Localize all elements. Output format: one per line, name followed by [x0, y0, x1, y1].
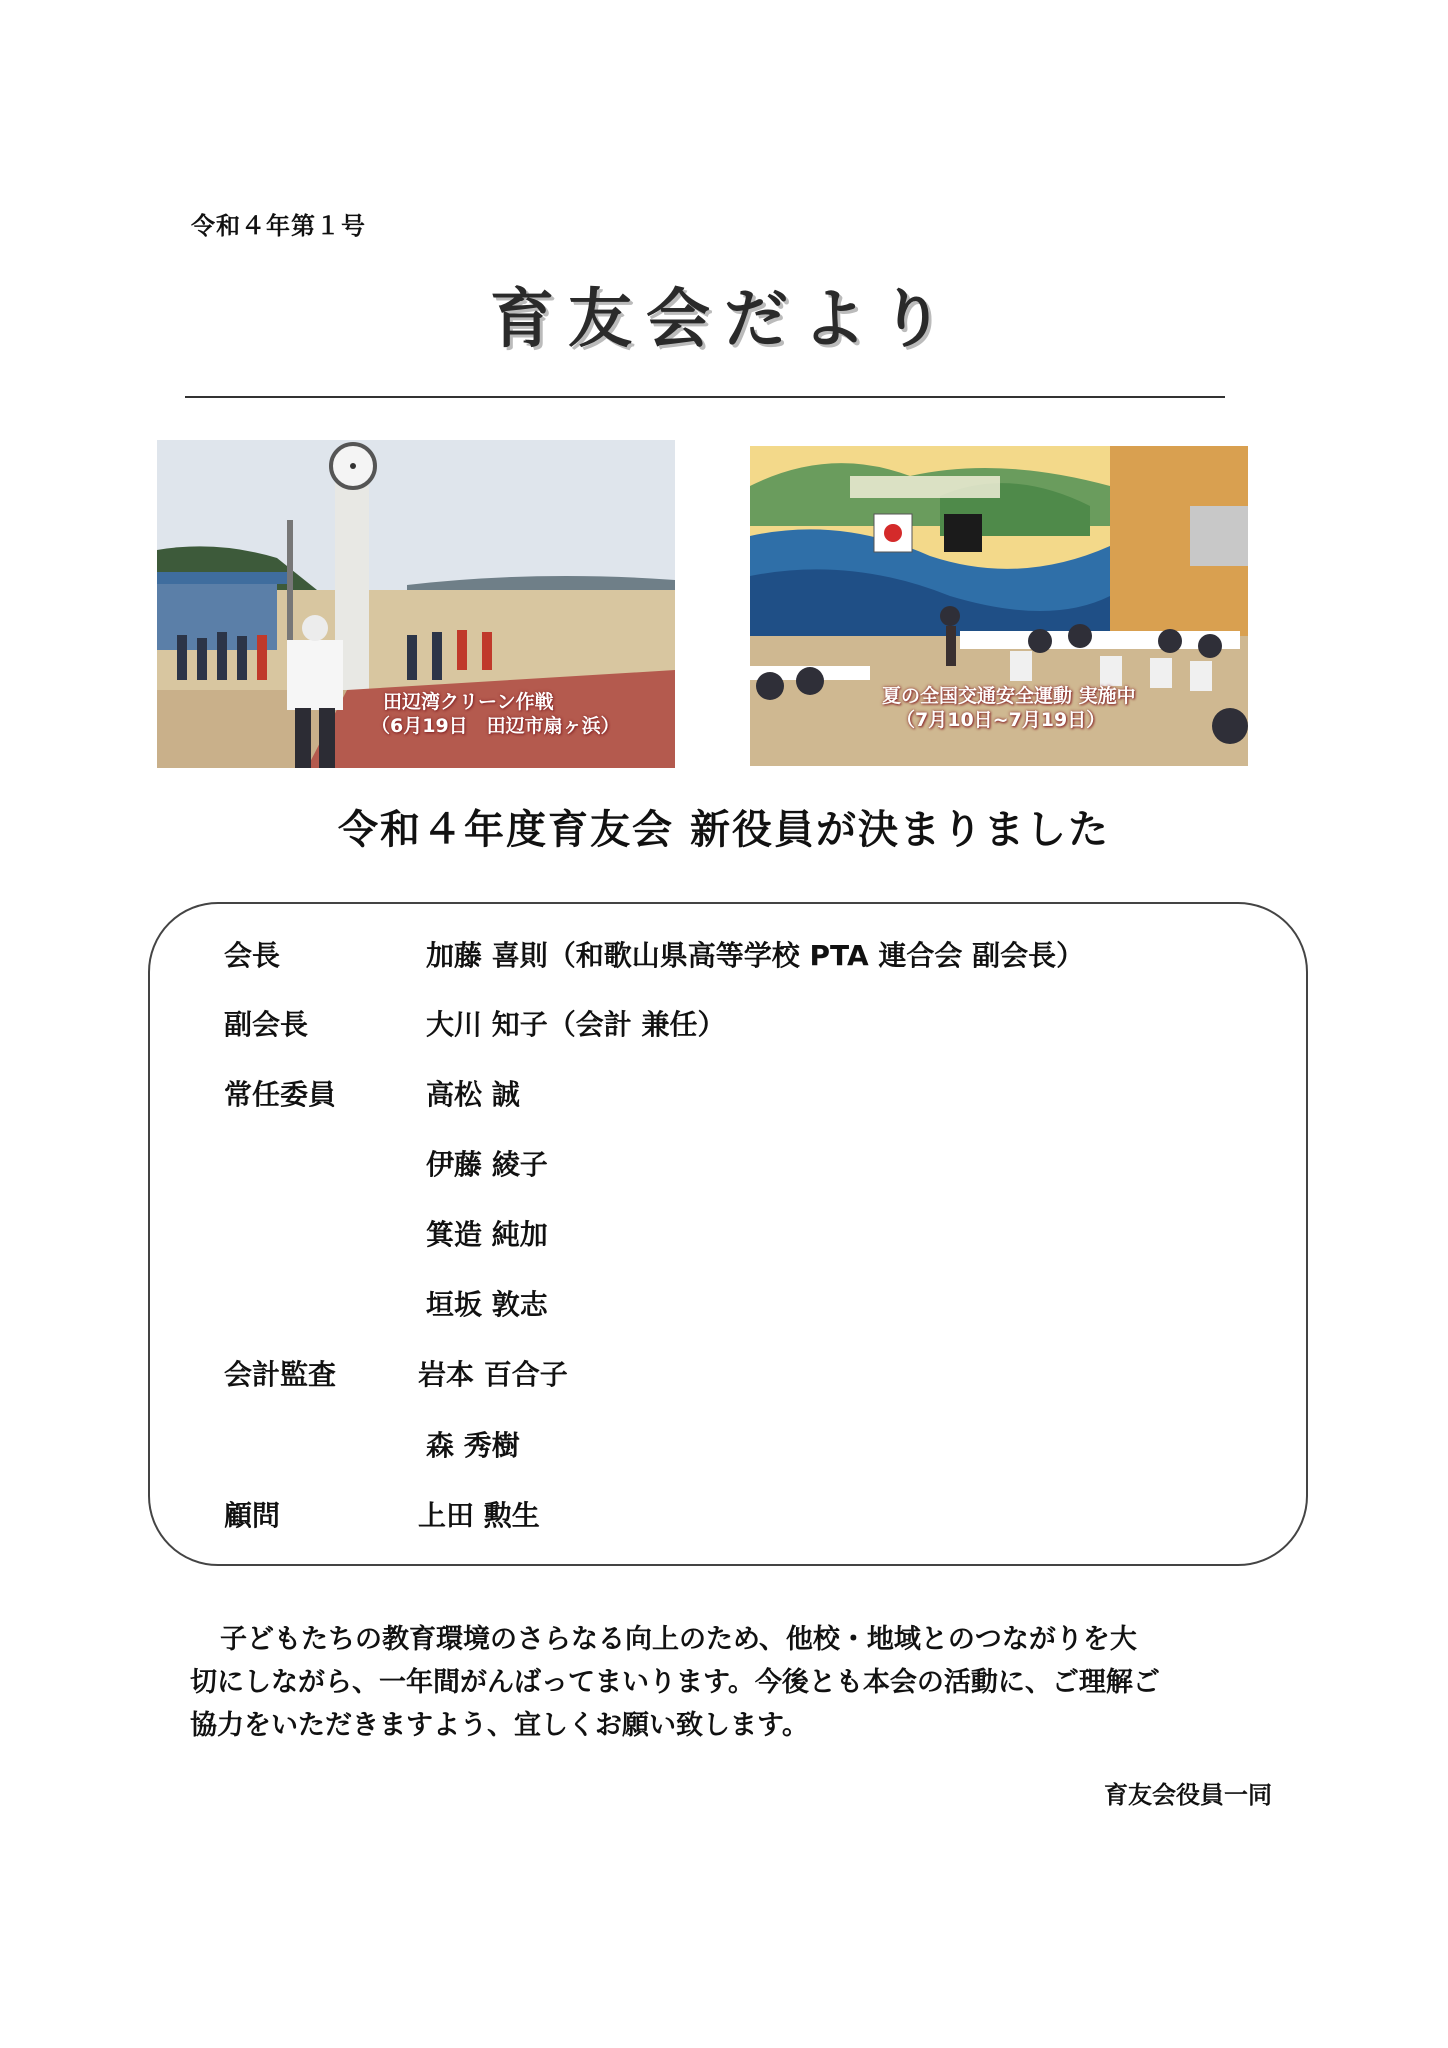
caption-line: （7月10日~7月19日） — [896, 709, 1106, 731]
photo-caption-beach — [371, 690, 620, 738]
caption-line: 田辺湾クリーン作戦 — [383, 691, 554, 713]
caption-line: （6月19日 田辺市扇ヶ浜） — [371, 715, 620, 737]
officer-name: 垣坂 敦志 — [426, 1288, 548, 1321]
officer-role: 顧問 — [224, 1499, 281, 1532]
officer-name: 岩本 百合子 — [418, 1358, 568, 1391]
section-heading: 令和４年度育友会 新役員が決まりました — [338, 807, 1110, 853]
header-rule — [185, 396, 1225, 398]
message-line: 子どもたちの教育環境のさらなる向上のため、他校・地域とのつながりを大 — [220, 1624, 1137, 1655]
officer-name: 高松 誠 — [426, 1078, 520, 1111]
newsletter-title: 育友会だより — [490, 283, 958, 357]
message-line: 協力をいただきますよう、宜しくお願い致します。 — [190, 1710, 809, 1741]
caption-line: 夏の全国交通安全運動 実施中 — [882, 685, 1136, 707]
officer-list-box — [148, 902, 1308, 1566]
officer-name: 箕造 純加 — [426, 1218, 548, 1251]
officer-name: 伊藤 綾子 — [426, 1148, 548, 1181]
closing-message — [190, 1618, 1272, 1747]
officer-role: 会計監査 — [224, 1358, 337, 1391]
message-line: 切にしながら、一年間がんばってまいります。今後とも本会の活動に、ご理解ご — [190, 1667, 1160, 1698]
officer-role: 会長 — [224, 939, 281, 972]
photo-beach-cleanup — [157, 440, 675, 768]
officer-role: 常任委員 — [224, 1078, 337, 1111]
officer-name: 加藤 喜則（和歌山県高等学校 PTA 連合会 副会長） — [426, 939, 1085, 972]
photo-traffic-meeting — [750, 446, 1248, 766]
officer-name: 大川 知子（会計 兼任） — [426, 1008, 726, 1041]
officer-role: 副会長 — [224, 1008, 309, 1041]
officer-name: 上田 勲生 — [418, 1499, 540, 1532]
photo-caption-traffic — [882, 684, 1136, 732]
signature: 育友会役員一同 — [1104, 1781, 1272, 1809]
officer-name: 森 秀樹 — [426, 1429, 520, 1462]
issue-number: 令和４年第１号 — [191, 212, 366, 240]
